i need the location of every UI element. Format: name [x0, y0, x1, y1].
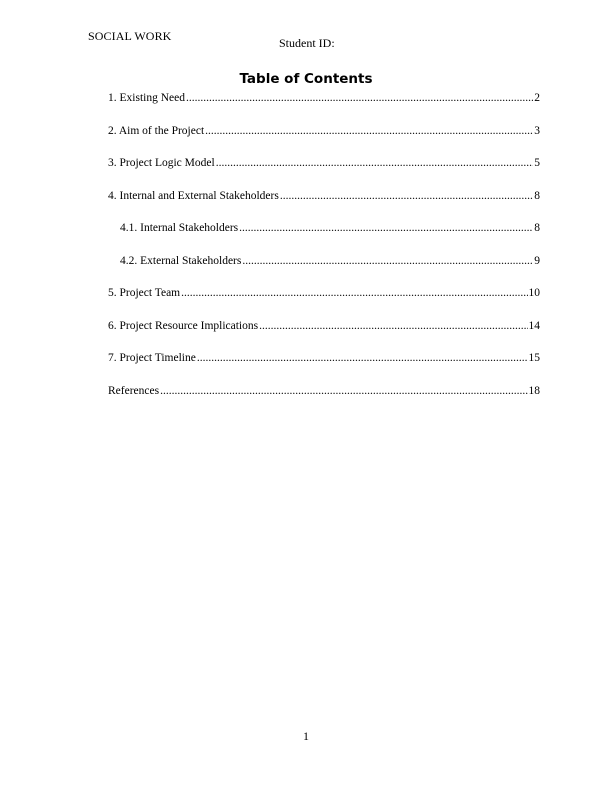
- toc-title: Table of Contents: [239, 71, 373, 87]
- toc-entry-references[interactable]: [108, 383, 540, 399]
- toc-entry-label: 4.1. Internal Stakeholders: [120, 222, 239, 234]
- dot-leader: [205, 123, 533, 139]
- toc-entry-page: 10: [528, 287, 540, 299]
- toc-entry-page: 2: [534, 92, 540, 104]
- toc-entry-page: 5: [534, 157, 540, 169]
- toc-entry-page: 8: [534, 222, 540, 234]
- toc-entry-aim-of-project[interactable]: [108, 123, 540, 139]
- toc-entry-label: 5. Project Team: [108, 287, 181, 299]
- toc-entry-internal-stakeholders[interactable]: [120, 220, 540, 236]
- toc-entry-label: 4. Internal and External Stakeholders: [108, 189, 279, 202]
- toc-entry-project-timeline[interactable]: [108, 350, 540, 366]
- dot-leader: [242, 253, 533, 269]
- dot-leader: [197, 350, 528, 366]
- toc-entry-resource-implications[interactable]: [108, 318, 540, 334]
- dot-leader: [181, 285, 527, 301]
- toc-entry-external-stakeholders[interactable]: [120, 253, 540, 269]
- dot-leader: [160, 383, 527, 399]
- toc-entry-label: 6. Project Resource Implications: [108, 319, 259, 332]
- toc-entry-page: 15: [528, 352, 540, 364]
- toc-entry-label: References: [108, 384, 160, 397]
- toc-entry-label: 4.2. External Stakeholders: [120, 254, 242, 267]
- dot-leader: [239, 220, 533, 236]
- toc-entry-label: 7. Project Timeline: [108, 352, 196, 364]
- page-number: 1: [303, 729, 309, 743]
- student-id-label: Student ID:: [279, 36, 335, 50]
- toc-entry-existing-need[interactable]: [108, 90, 540, 106]
- toc-entry-page: 9: [534, 254, 540, 267]
- dot-leader: [259, 318, 527, 334]
- toc-entry-logic-model[interactable]: [108, 155, 540, 171]
- toc-entry-label: 1. Existing Need: [108, 92, 185, 104]
- dot-leader: [186, 90, 533, 106]
- toc-entry-label: 3. Project Logic Model: [108, 157, 215, 169]
- toc-entry-label: 2. Aim of the Project: [108, 124, 205, 137]
- running-head: SOCIAL WORK: [88, 29, 172, 43]
- toc-entry-page: 3: [534, 124, 540, 137]
- dot-leader: [280, 188, 533, 204]
- toc-entry-stakeholders[interactable]: [108, 188, 540, 204]
- toc-entry-page: 18: [528, 384, 540, 397]
- toc-entry-page: 8: [534, 189, 540, 202]
- toc-entry-project-team[interactable]: [108, 285, 540, 301]
- dot-leader: [216, 155, 534, 171]
- toc-entry-page: 14: [528, 319, 540, 332]
